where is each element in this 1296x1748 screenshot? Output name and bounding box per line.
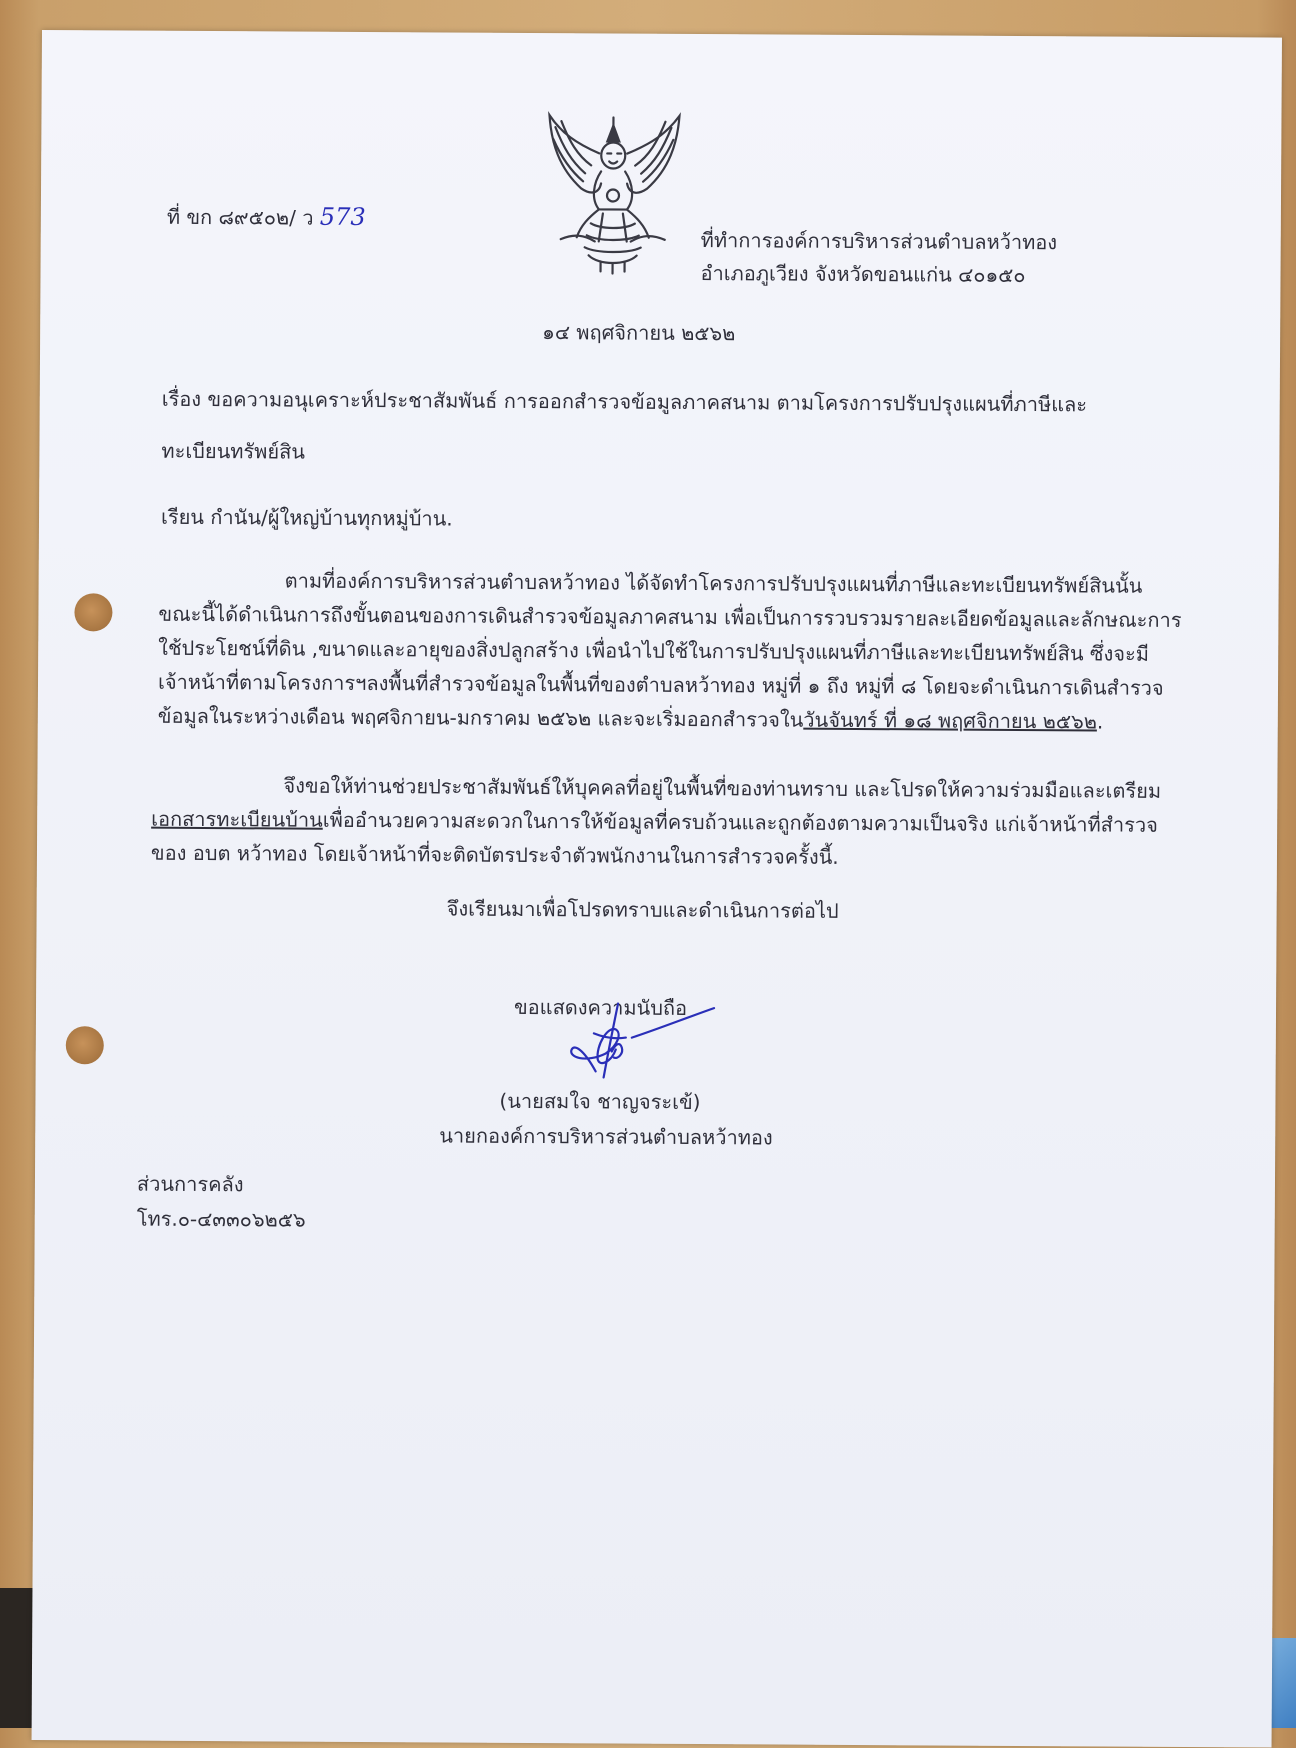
- reference-prefix: ที่ ขก ๘๙๕๐๒/ ว: [166, 204, 314, 230]
- paragraph-1-line3: ใช้ประโยชน์ที่ดิน ,ขนาดและอายุของสิ่งปลูกสร้าง เพื่อนำไปใช้ในการปรับปรุงแผนที่ภาษีและทะเบียนทรัพย์สิน ซึ่งจะมี: [158, 635, 1150, 666]
- paragraph-2-line1: จึงขอให้ท่านช่วยประชาสัมพันธ์ให้บุคคลที่อยู่ในพื้นที่ของท่านทราบ และโปรดให้ความร่วมมือและเตรียม: [283, 773, 1162, 803]
- closing-statement: จึงเรียนมาเพื่อโปรดทราบและดำเนินการต่อไป: [446, 896, 839, 923]
- survey-start-date: วันจันทร์ ที่ ๑๘ พฤศจิกายน ๒๕๖๒: [803, 707, 1097, 734]
- paragraph-1-line5: [158, 699, 1181, 739]
- office-address-line2: อำเภอภูเวียง จังหวัดขอนแก่น ๔๐๑๕๐: [700, 261, 1026, 288]
- paragraph-1-line1: ตามที่องค์การบริหารส่วนตำบลหว้าทอง ได้จัดทำโครงการปรับปรุงแผนที่ภาษีและทะเบียนทรัพย์สินนั้น: [284, 568, 1143, 598]
- house-registration-document: เอกสารทะเบียนบ้าน: [151, 806, 323, 832]
- salutation: เรียน กำนัน/ผู้ใหญ่บ้านทุกหมู่บ้าน.: [160, 504, 453, 531]
- signer-name: (นายสมใจ ชาญจระเข้): [499, 1088, 701, 1115]
- paragraph-1-line2: ขณะนี้ได้ดำเนินการถึงขั้นตอนของการเดินสำรวจข้อมูลภาคสนาม เพื่อเป็นการรวบรวมรายละเอียดข้อมูลและลักษณะการ: [158, 601, 1182, 632]
- paragraph-1-line5-end: .: [1096, 709, 1104, 734]
- garuda-emblem-icon: [541, 113, 687, 274]
- punch-hole-bottom: [66, 1026, 104, 1064]
- paragraph-2-line2-text: เพื่ออำนวยความสะดวกในการให้ข้อมูลที่ครบถ้วนและถูกต้องตามความเป็นจริง แก่เจ้าหน้าที่สำรวจ: [322, 807, 1158, 837]
- letter-page: [32, 30, 1282, 1748]
- phone-number: โทร.๐-๔๓๓๐๖๒๕๖: [136, 1206, 306, 1232]
- regards: ขอแสดงความนับถือ: [513, 994, 688, 1020]
- paragraph-2-line3: ของ อบต หว้าทอง โดยเจ้าหน้าที่จะติดบัตรประจำตัวพนักงานในการสำรวจครั้งนี้.: [150, 840, 839, 869]
- reference-number: [167, 201, 366, 234]
- paragraph-2: [151, 768, 1161, 876]
- subject-line1: เรื่อง ขอความอนุเคราะห์ประชาสัมพันธ์ การออกสำรวจข้อมูลภาคสนาม ตามโครงการปรับปรุงแผนที่ภาษีและ: [161, 386, 1088, 417]
- paragraph-1-line5-text: ข้อมูลในระหว่างเดือน พฤศจิกายน-มกราคม ๒๕๖๒ และจะเริ่มออกสำรวจใน: [157, 703, 804, 732]
- handwritten-reference-number: 573: [319, 202, 366, 231]
- signer-title: นายกองค์การบริหารส่วนตำบลหว้าทอง: [439, 1123, 773, 1150]
- office-address-line1: ที่ทำการองค์การบริหารส่วนตำบลหว้าทอง: [700, 228, 1058, 255]
- department: ส่วนการคลัง: [136, 1171, 244, 1197]
- signature-icon: [556, 993, 727, 1084]
- subject-line2: ทะเบียนทรัพย์สิน: [161, 438, 306, 464]
- punch-hole-top: [74, 593, 112, 631]
- letter-date: ๑๔ พฤศจิกายน ๒๕๖๒: [542, 320, 736, 346]
- paragraph-1: [158, 563, 1182, 739]
- paragraph-1-line4: เจ้าหน้าที่ตามโครงการฯลงพื้นที่สำรวจข้อมูลในพื้นที่ของตำบลหว้าทอง หมู่ที่ ๑ ถึง หมู่ที่ ๘ โดยจะดำเนินการเดินสำรวจ: [157, 669, 1164, 700]
